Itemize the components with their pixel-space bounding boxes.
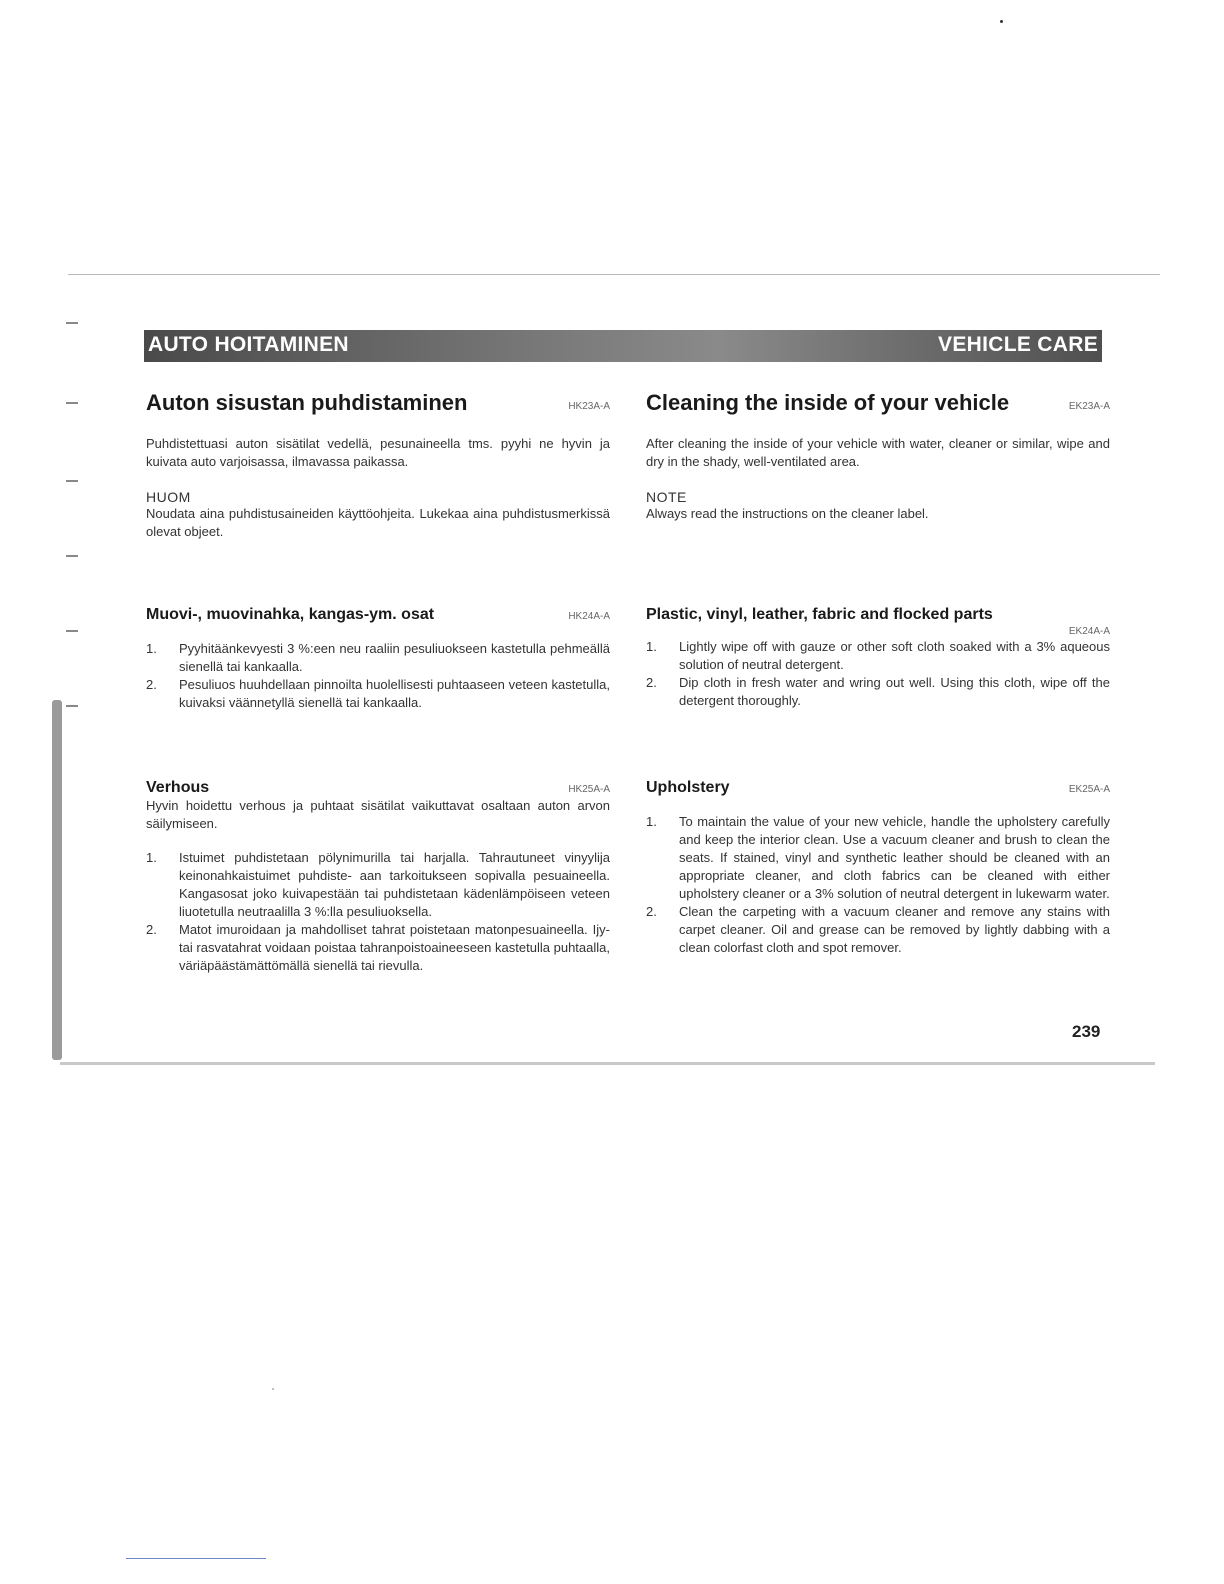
paragraph: Hyvin hoidettu verhous ja puhtaat sisätilat vaikuttavat osaltaan auton arvon säilymiseen.	[146, 798, 610, 831]
item-text: Clean the carpeting with a vacuum cleaner and remove any stains with carpet cleaner. Oil and grease can be removed by lightly dabbing with a clean colorfast cloth and spot remover.	[679, 904, 1110, 955]
note-label: NOTE	[646, 489, 687, 505]
paragraph: After cleaning the inside of your vehicle with water, cleaner or similar, wipe and dry in the shady, well-ventilated area.	[646, 436, 1110, 469]
section-heading	[646, 779, 1110, 797]
paragraph: Puhdistettuasi auton sisätilat vedellä, pesunaineella tms. pyyhi ne hyvin ja kuivata auto varjoisassa, ilmavassa paikassa.	[146, 436, 610, 469]
numbered-list	[146, 849, 610, 975]
item-number: 1.	[646, 639, 657, 654]
en-section-plastic-parts	[646, 606, 1110, 710]
scan-speck	[1000, 20, 1003, 23]
list-item	[646, 903, 1110, 957]
en-section-cleaning-inside	[646, 390, 1110, 523]
list-item	[146, 640, 610, 676]
section-heading	[646, 606, 1110, 624]
list-item	[146, 849, 610, 921]
fi-section-cleaning-inside	[146, 390, 610, 541]
heading-text: Verhous	[146, 779, 210, 796]
footer-rule	[126, 1558, 266, 1559]
note-label: HUOM	[146, 489, 191, 505]
item-text: Lightly wipe off with gauze or other soft cloth soaked with a 3% aqueous solution of neutral detergent.	[679, 639, 1110, 672]
margin-mark	[66, 480, 78, 482]
item-number: 2.	[146, 922, 157, 937]
section-code: HK23A-A	[568, 401, 610, 412]
section-code: EK24A-A	[1068, 626, 1110, 637]
section-heading	[146, 606, 610, 624]
item-text: Pesuliuos huuhdellaan pinnoilta huolellisesti puhtaaseen veteen kastetulla, kuivaksi väännetyllä sienellä tai kankaalla.	[179, 677, 610, 710]
margin-mark	[66, 705, 78, 707]
item-text: Matot imuroidaan ja mahdolliset tahrat poistetaan matonpesuaineella. Ijy- tai rasvatahrat voidaan poistaa tahranpoistoaineeseen kastetulla puhtaalla, väriäpäästämättömällä sienellä tai rievulla.	[179, 922, 610, 973]
page-number: 239	[1072, 1022, 1101, 1041]
item-number: 2.	[646, 904, 657, 919]
item-number: 2.	[146, 677, 157, 692]
list-item	[146, 921, 610, 975]
fi-section-plastic-parts	[146, 606, 610, 712]
item-text: Pyyhitäänkevyesti 3 %:een neu raaliin pesuliuokseen kastetulla pehmeällä sienellä tai kankaalla.	[179, 641, 610, 674]
item-number: 1.	[146, 641, 157, 656]
section-heading	[146, 779, 610, 797]
item-number: 1.	[146, 850, 157, 865]
item-text: Istuimet puhdistetaan pölynimurilla tai harjalla. Tahrautuneet vinyylija keinonahkaistuimet puhdiste- aan tarkoitukseen sopivalla pesuaineella. Kangasosat joko kuivapestään tai puhdistetaan kädenlämpöiseen veteen liuotetulla neutraalilla 3 %:lla pesuliuoksella.	[179, 850, 610, 919]
section-banner	[144, 330, 1102, 362]
top-rule	[68, 274, 1160, 275]
section-heading	[146, 390, 610, 416]
item-text: To maintain the value of your new vehicle, handle the upholstery carefully and keep the interior clean. Use a vacuum cleaner and brush to clean the seats. If stained, vinyl and synthetic leather should be cleaned with an appropriate cleaner, and cloth fabrics can be cleaned with either upholstery cleaner or a 3% solution of neutral detergent in lukewarm water.	[679, 814, 1110, 901]
heading-text: Auton sisustan puhdistaminen	[146, 390, 468, 415]
banner-title-fi: AUTO HOITAMINEN	[148, 333, 349, 356]
margin-mark	[66, 402, 78, 404]
binding-edge	[52, 700, 62, 1060]
section-code: HK24A-A	[568, 611, 610, 622]
section-code: HK25A-A	[568, 784, 610, 795]
list-item	[646, 638, 1110, 674]
scan-speck	[272, 1388, 274, 1390]
margin-mark	[66, 630, 78, 632]
numbered-list	[646, 813, 1110, 957]
margin-mark	[66, 555, 78, 557]
item-number: 1.	[646, 814, 657, 829]
banner-title-en: VEHICLE CARE	[938, 333, 1098, 356]
bottom-rule	[60, 1062, 1155, 1065]
en-section-upholstery	[646, 779, 1110, 957]
section-code: EK25A-A	[1068, 784, 1110, 795]
note-text: Noudata aina puhdistusaineiden käyttöohjeita. Lukekaa aina puhdistusmerkissä olevat objeet.	[146, 506, 610, 539]
heading-text: Plastic, vinyl, leather, fabric and flocked parts	[646, 606, 993, 623]
numbered-list	[646, 638, 1110, 710]
list-item	[146, 676, 610, 712]
list-item	[646, 813, 1110, 903]
margin-mark	[66, 322, 78, 324]
section-code: EK23A-A	[1068, 401, 1110, 412]
heading-text: Cleaning the inside of your vehicle	[646, 390, 1010, 415]
note-text: Always read the instructions on the cleaner label.	[646, 506, 929, 521]
fi-section-upholstery	[146, 779, 610, 975]
item-text: Dip cloth in fresh water and wring out well. Using this cloth, wipe off the detergent thoroughly.	[679, 675, 1110, 708]
heading-text: Muovi-, muovinahka, kangas-ym. osat	[146, 606, 435, 623]
list-item	[646, 674, 1110, 710]
heading-text: Upholstery	[646, 779, 730, 796]
numbered-list	[146, 640, 610, 712]
section-heading	[646, 390, 1110, 416]
item-number: 2.	[646, 675, 657, 690]
